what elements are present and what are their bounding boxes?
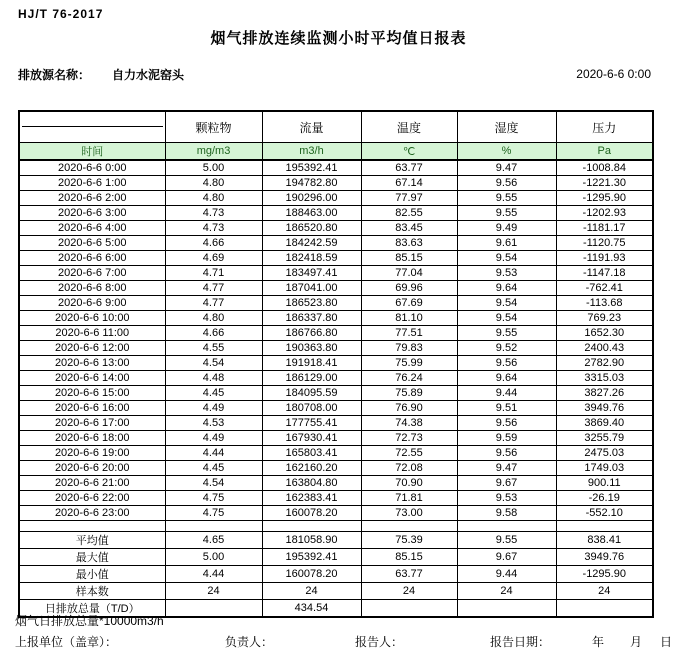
emission-source-name: 自力水泥窑头: [112, 68, 185, 82]
value-cell: 9.58: [457, 505, 556, 520]
summary-row: [19, 565, 653, 582]
hourly-data-row: [19, 400, 653, 415]
value-cell: 77.97: [361, 190, 457, 205]
row-label-cell: 2020-6-6 8:00: [19, 280, 165, 295]
value-cell: 9.53: [457, 265, 556, 280]
value-cell: 4.66: [165, 235, 262, 250]
row-label-cell: 2020-6-6 18:00: [19, 430, 165, 445]
hourly-data-row: [19, 415, 653, 430]
col-header-flow: 流量: [262, 111, 361, 143]
value-cell: 9.56: [457, 445, 556, 460]
value-cell: 77.04: [361, 265, 457, 280]
value-cell: 9.67: [457, 548, 556, 565]
value-cell: 186523.80: [262, 295, 361, 310]
value-cell: 63.77: [361, 160, 457, 175]
value-cell: -1147.18: [556, 265, 653, 280]
hourly-data-row: [19, 235, 653, 250]
value-cell: 5.00: [165, 160, 262, 175]
value-cell: [556, 520, 653, 531]
row-label-cell: 2020-6-6 4:00: [19, 220, 165, 235]
value-cell: 72.73: [361, 430, 457, 445]
value-cell: 4.48: [165, 370, 262, 385]
value-cell: 190296.00: [262, 190, 361, 205]
value-cell: 75.39: [361, 531, 457, 548]
table-body: [19, 160, 653, 617]
value-cell: 180708.00: [262, 400, 361, 415]
value-cell: 9.54: [457, 295, 556, 310]
value-cell: 76.90: [361, 400, 457, 415]
hourly-data-row: [19, 460, 653, 475]
value-cell: 3315.03: [556, 370, 653, 385]
value-cell: -1202.93: [556, 205, 653, 220]
value-cell: 2782.90: [556, 355, 653, 370]
value-cell: 24: [262, 582, 361, 599]
value-cell: 1652.30: [556, 325, 653, 340]
hourly-data-row: [19, 160, 653, 175]
row-label-cell: 2020-6-6 21:00: [19, 475, 165, 490]
hourly-data-row: [19, 340, 653, 355]
value-cell: 4.77: [165, 280, 262, 295]
row-label-cell: 2020-6-6 7:00: [19, 265, 165, 280]
value-cell: 191918.41: [262, 355, 361, 370]
value-cell: 9.55: [457, 205, 556, 220]
unit-cell-particulate: mg/m3: [165, 143, 262, 161]
value-cell: -113.68: [556, 295, 653, 310]
row-label-cell: 最大值: [19, 548, 165, 565]
value-cell: 183497.41: [262, 265, 361, 280]
value-cell: 83.45: [361, 220, 457, 235]
value-cell: 70.90: [361, 475, 457, 490]
value-cell: 9.47: [457, 160, 556, 175]
value-cell: 9.55: [457, 531, 556, 548]
row-label-cell: 样本数: [19, 582, 165, 599]
value-cell: 186766.80: [262, 325, 361, 340]
value-cell: 69.96: [361, 280, 457, 295]
hourly-data-row: [19, 250, 653, 265]
value-cell: 24: [556, 582, 653, 599]
summary-row: [19, 531, 653, 548]
value-cell: 9.52: [457, 340, 556, 355]
value-cell: 9.59: [457, 430, 556, 445]
value-cell: 188463.00: [262, 205, 361, 220]
value-cell: -1008.84: [556, 160, 653, 175]
row-label-cell: 2020-6-6 11:00: [19, 325, 165, 340]
unit-cell-pressure: Pa: [556, 143, 653, 161]
value-cell: 9.64: [457, 370, 556, 385]
value-cell: 71.81: [361, 490, 457, 505]
value-cell: 9.67: [457, 475, 556, 490]
value-cell: 162383.41: [262, 490, 361, 505]
value-cell: 24: [457, 582, 556, 599]
value-cell: -1221.30: [556, 175, 653, 190]
value-cell: 85.15: [361, 548, 457, 565]
value-cell: 4.49: [165, 400, 262, 415]
row-label-cell: 2020-6-6 17:00: [19, 415, 165, 430]
value-cell: 187041.00: [262, 280, 361, 295]
year-label: 年: [592, 635, 605, 649]
hourly-data-row: [19, 265, 653, 280]
value-cell: -1181.17: [556, 220, 653, 235]
value-cell: 76.24: [361, 370, 457, 385]
value-cell: 195392.41: [262, 160, 361, 175]
value-cell: -1295.90: [556, 565, 653, 582]
value-cell: 9.47: [457, 460, 556, 475]
row-label-cell: 2020-6-6 3:00: [19, 205, 165, 220]
value-cell: 900.11: [556, 475, 653, 490]
value-cell: 9.61: [457, 235, 556, 250]
row-label-cell: 2020-6-6 23:00: [19, 505, 165, 520]
value-cell: 67.69: [361, 295, 457, 310]
value-cell: 63.77: [361, 565, 457, 582]
value-cell: -552.10: [556, 505, 653, 520]
value-cell: 4.75: [165, 505, 262, 520]
value-cell: [262, 520, 361, 531]
value-cell: 75.99: [361, 355, 457, 370]
row-label-cell: 2020-6-6 20:00: [19, 460, 165, 475]
unit-header-row: [19, 143, 653, 161]
row-label-cell: 2020-6-6 2:00: [19, 190, 165, 205]
unit-cell-humidity: %: [457, 143, 556, 161]
value-cell: 1749.03: [556, 460, 653, 475]
value-cell: 163804.80: [262, 475, 361, 490]
report-datetime: 2020-6-6 0:00: [576, 67, 651, 81]
value-cell: 9.55: [457, 190, 556, 205]
value-cell: 4.54: [165, 355, 262, 370]
month-label: 月: [630, 635, 643, 649]
col-header-particulate: 颗粒物: [165, 111, 262, 143]
value-cell: 9.56: [457, 415, 556, 430]
footer-note: 烟气日排放总量*10000m3/h: [15, 614, 164, 628]
value-cell: 177755.41: [262, 415, 361, 430]
emission-source-line: [18, 66, 184, 83]
value-cell: -1191.93: [556, 250, 653, 265]
value-cell: 195392.41: [262, 548, 361, 565]
value-cell: 77.51: [361, 325, 457, 340]
value-cell: -762.41: [556, 280, 653, 295]
value-cell: [361, 599, 457, 617]
value-cell: -1120.75: [556, 235, 653, 250]
hourly-data-row: [19, 355, 653, 370]
row-label-cell: 最小值: [19, 565, 165, 582]
value-cell: 4.77: [165, 295, 262, 310]
value-cell: 4.75: [165, 490, 262, 505]
row-label-cell: 2020-6-6 5:00: [19, 235, 165, 250]
value-cell: 190363.80: [262, 340, 361, 355]
reporter-label: 报告人：: [355, 635, 404, 649]
hourly-data-row: [19, 430, 653, 445]
value-cell: 9.55: [457, 325, 556, 340]
value-cell: [457, 520, 556, 531]
value-cell: 838.41: [556, 531, 653, 548]
value-cell: 83.63: [361, 235, 457, 250]
summary-row: [19, 548, 653, 565]
row-label-cell: 2020-6-6 15:00: [19, 385, 165, 400]
row-label-cell: 2020-6-6 12:00: [19, 340, 165, 355]
row-label-cell: 2020-6-6 22:00: [19, 490, 165, 505]
value-cell: 4.80: [165, 310, 262, 325]
value-cell: 4.45: [165, 385, 262, 400]
value-cell: 4.66: [165, 325, 262, 340]
row-label-cell: 2020-6-6 0:00: [19, 160, 165, 175]
value-cell: 9.64: [457, 280, 556, 295]
value-cell: 72.55: [361, 445, 457, 460]
value-cell: 4.45: [165, 460, 262, 475]
value-cell: 4.44: [165, 565, 262, 582]
value-cell: 67.14: [361, 175, 457, 190]
value-cell: 165803.41: [262, 445, 361, 460]
value-cell: 74.38: [361, 415, 457, 430]
value-cell: 160078.20: [262, 565, 361, 582]
row-label-cell: 2020-6-6 13:00: [19, 355, 165, 370]
row-label-cell: 2020-6-6 19:00: [19, 445, 165, 460]
value-cell: 9.49: [457, 220, 556, 235]
value-cell: 4.49: [165, 430, 262, 445]
row-label-cell: 2020-6-6 10:00: [19, 310, 165, 325]
value-cell: 73.00: [361, 505, 457, 520]
row-label-cell: 平均值: [19, 531, 165, 548]
value-cell: 2475.03: [556, 445, 653, 460]
row-label-cell: 2020-6-6 6:00: [19, 250, 165, 265]
row-label-cell: 2020-6-6 16:00: [19, 400, 165, 415]
value-cell: 9.56: [457, 175, 556, 190]
value-cell: 9.44: [457, 565, 556, 582]
page-title: 烟气排放连续监测小时平均值日报表: [210, 30, 467, 47]
value-cell: [361, 520, 457, 531]
value-cell: [165, 520, 262, 531]
hourly-data-row: [19, 295, 653, 310]
value-cell: 4.69: [165, 250, 262, 265]
value-cell: 81.10: [361, 310, 457, 325]
value-cell: 85.15: [361, 250, 457, 265]
value-cell: [457, 599, 556, 617]
value-cell: -1295.90: [556, 190, 653, 205]
value-cell: 186337.80: [262, 310, 361, 325]
value-cell: 2400.43: [556, 340, 653, 355]
spacer-row: [19, 520, 653, 531]
col-header-pressure: 压力: [556, 111, 653, 143]
hourly-data-row: [19, 505, 653, 520]
value-cell: 4.80: [165, 190, 262, 205]
hourly-average-table: [18, 110, 654, 618]
value-cell: 186520.80: [262, 220, 361, 235]
value-cell: 5.00: [165, 548, 262, 565]
hourly-data-row: [19, 205, 653, 220]
summary-row: [19, 582, 653, 599]
value-cell: 9.51: [457, 400, 556, 415]
row-label-cell: [19, 520, 165, 531]
value-cell: -26.19: [556, 490, 653, 505]
value-cell: 184095.59: [262, 385, 361, 400]
standard-number: HJ/T 76-2017: [18, 7, 104, 21]
param-header-row: [19, 111, 653, 143]
unit-cell-temperature: ℃: [361, 143, 457, 161]
value-cell: 181058.90: [262, 531, 361, 548]
corner-cell: [19, 111, 165, 143]
value-cell: 9.56: [457, 355, 556, 370]
responsible-person-label: 负责人：: [225, 635, 274, 649]
value-cell: 24: [165, 582, 262, 599]
day-label: 日: [660, 635, 673, 649]
value-cell: [165, 599, 262, 617]
value-cell: 3949.76: [556, 548, 653, 565]
hourly-data-row: [19, 280, 653, 295]
value-cell: 160078.20: [262, 505, 361, 520]
row-label-cell: 2020-6-6 14:00: [19, 370, 165, 385]
hourly-data-row: [19, 310, 653, 325]
hourly-data-row: [19, 370, 653, 385]
value-cell: 4.71: [165, 265, 262, 280]
hourly-data-row: [19, 385, 653, 400]
value-cell: 182418.59: [262, 250, 361, 265]
value-cell: 79.83: [361, 340, 457, 355]
value-cell: 4.80: [165, 175, 262, 190]
value-cell: 72.08: [361, 460, 457, 475]
hourly-data-row: [19, 175, 653, 190]
value-cell: 4.73: [165, 205, 262, 220]
value-cell: 3255.79: [556, 430, 653, 445]
value-cell: 167930.41: [262, 430, 361, 445]
value-cell: 4.53: [165, 415, 262, 430]
value-cell: 3949.76: [556, 400, 653, 415]
time-header-cell: 时间: [19, 143, 165, 161]
value-cell: 184242.59: [262, 235, 361, 250]
value-cell: [556, 599, 653, 617]
corner-cell-top: [22, 112, 163, 127]
value-cell: 9.53: [457, 490, 556, 505]
hourly-data-row: [19, 220, 653, 235]
value-cell: 769.23: [556, 310, 653, 325]
value-cell: 4.44: [165, 445, 262, 460]
hourly-data-row: [19, 325, 653, 340]
value-cell: 4.65: [165, 531, 262, 548]
value-cell: 9.54: [457, 250, 556, 265]
row-label-cell: 2020-6-6 1:00: [19, 175, 165, 190]
row-label-cell: 日排放总量（T/D）: [19, 599, 165, 617]
value-cell: 434.54: [262, 599, 361, 617]
row-label-cell: 2020-6-6 9:00: [19, 295, 165, 310]
value-cell: 82.55: [361, 205, 457, 220]
reporting-unit-label: 上报单位（盖章）：: [15, 635, 118, 649]
value-cell: 4.54: [165, 475, 262, 490]
value-cell: 3827.26: [556, 385, 653, 400]
emission-source-label: 排放源名称：: [18, 68, 91, 82]
value-cell: 4.73: [165, 220, 262, 235]
value-cell: 186129.00: [262, 370, 361, 385]
value-cell: 3869.40: [556, 415, 653, 430]
col-header-humidity: 湿度: [457, 111, 556, 143]
value-cell: 9.54: [457, 310, 556, 325]
value-cell: 24: [361, 582, 457, 599]
col-header-temperature: 温度: [361, 111, 457, 143]
hourly-data-row: [19, 490, 653, 505]
hourly-data-row: [19, 445, 653, 460]
value-cell: 194782.80: [262, 175, 361, 190]
value-cell: 75.89: [361, 385, 457, 400]
hourly-data-row: [19, 190, 653, 205]
value-cell: 9.44: [457, 385, 556, 400]
value-cell: 162160.20: [262, 460, 361, 475]
value-cell: 4.55: [165, 340, 262, 355]
report-date-label: 报告日期：: [490, 635, 551, 649]
corner-cell-bottom: [22, 127, 163, 142]
hourly-data-row: [19, 475, 653, 490]
unit-cell-flow: m3/h: [262, 143, 361, 161]
